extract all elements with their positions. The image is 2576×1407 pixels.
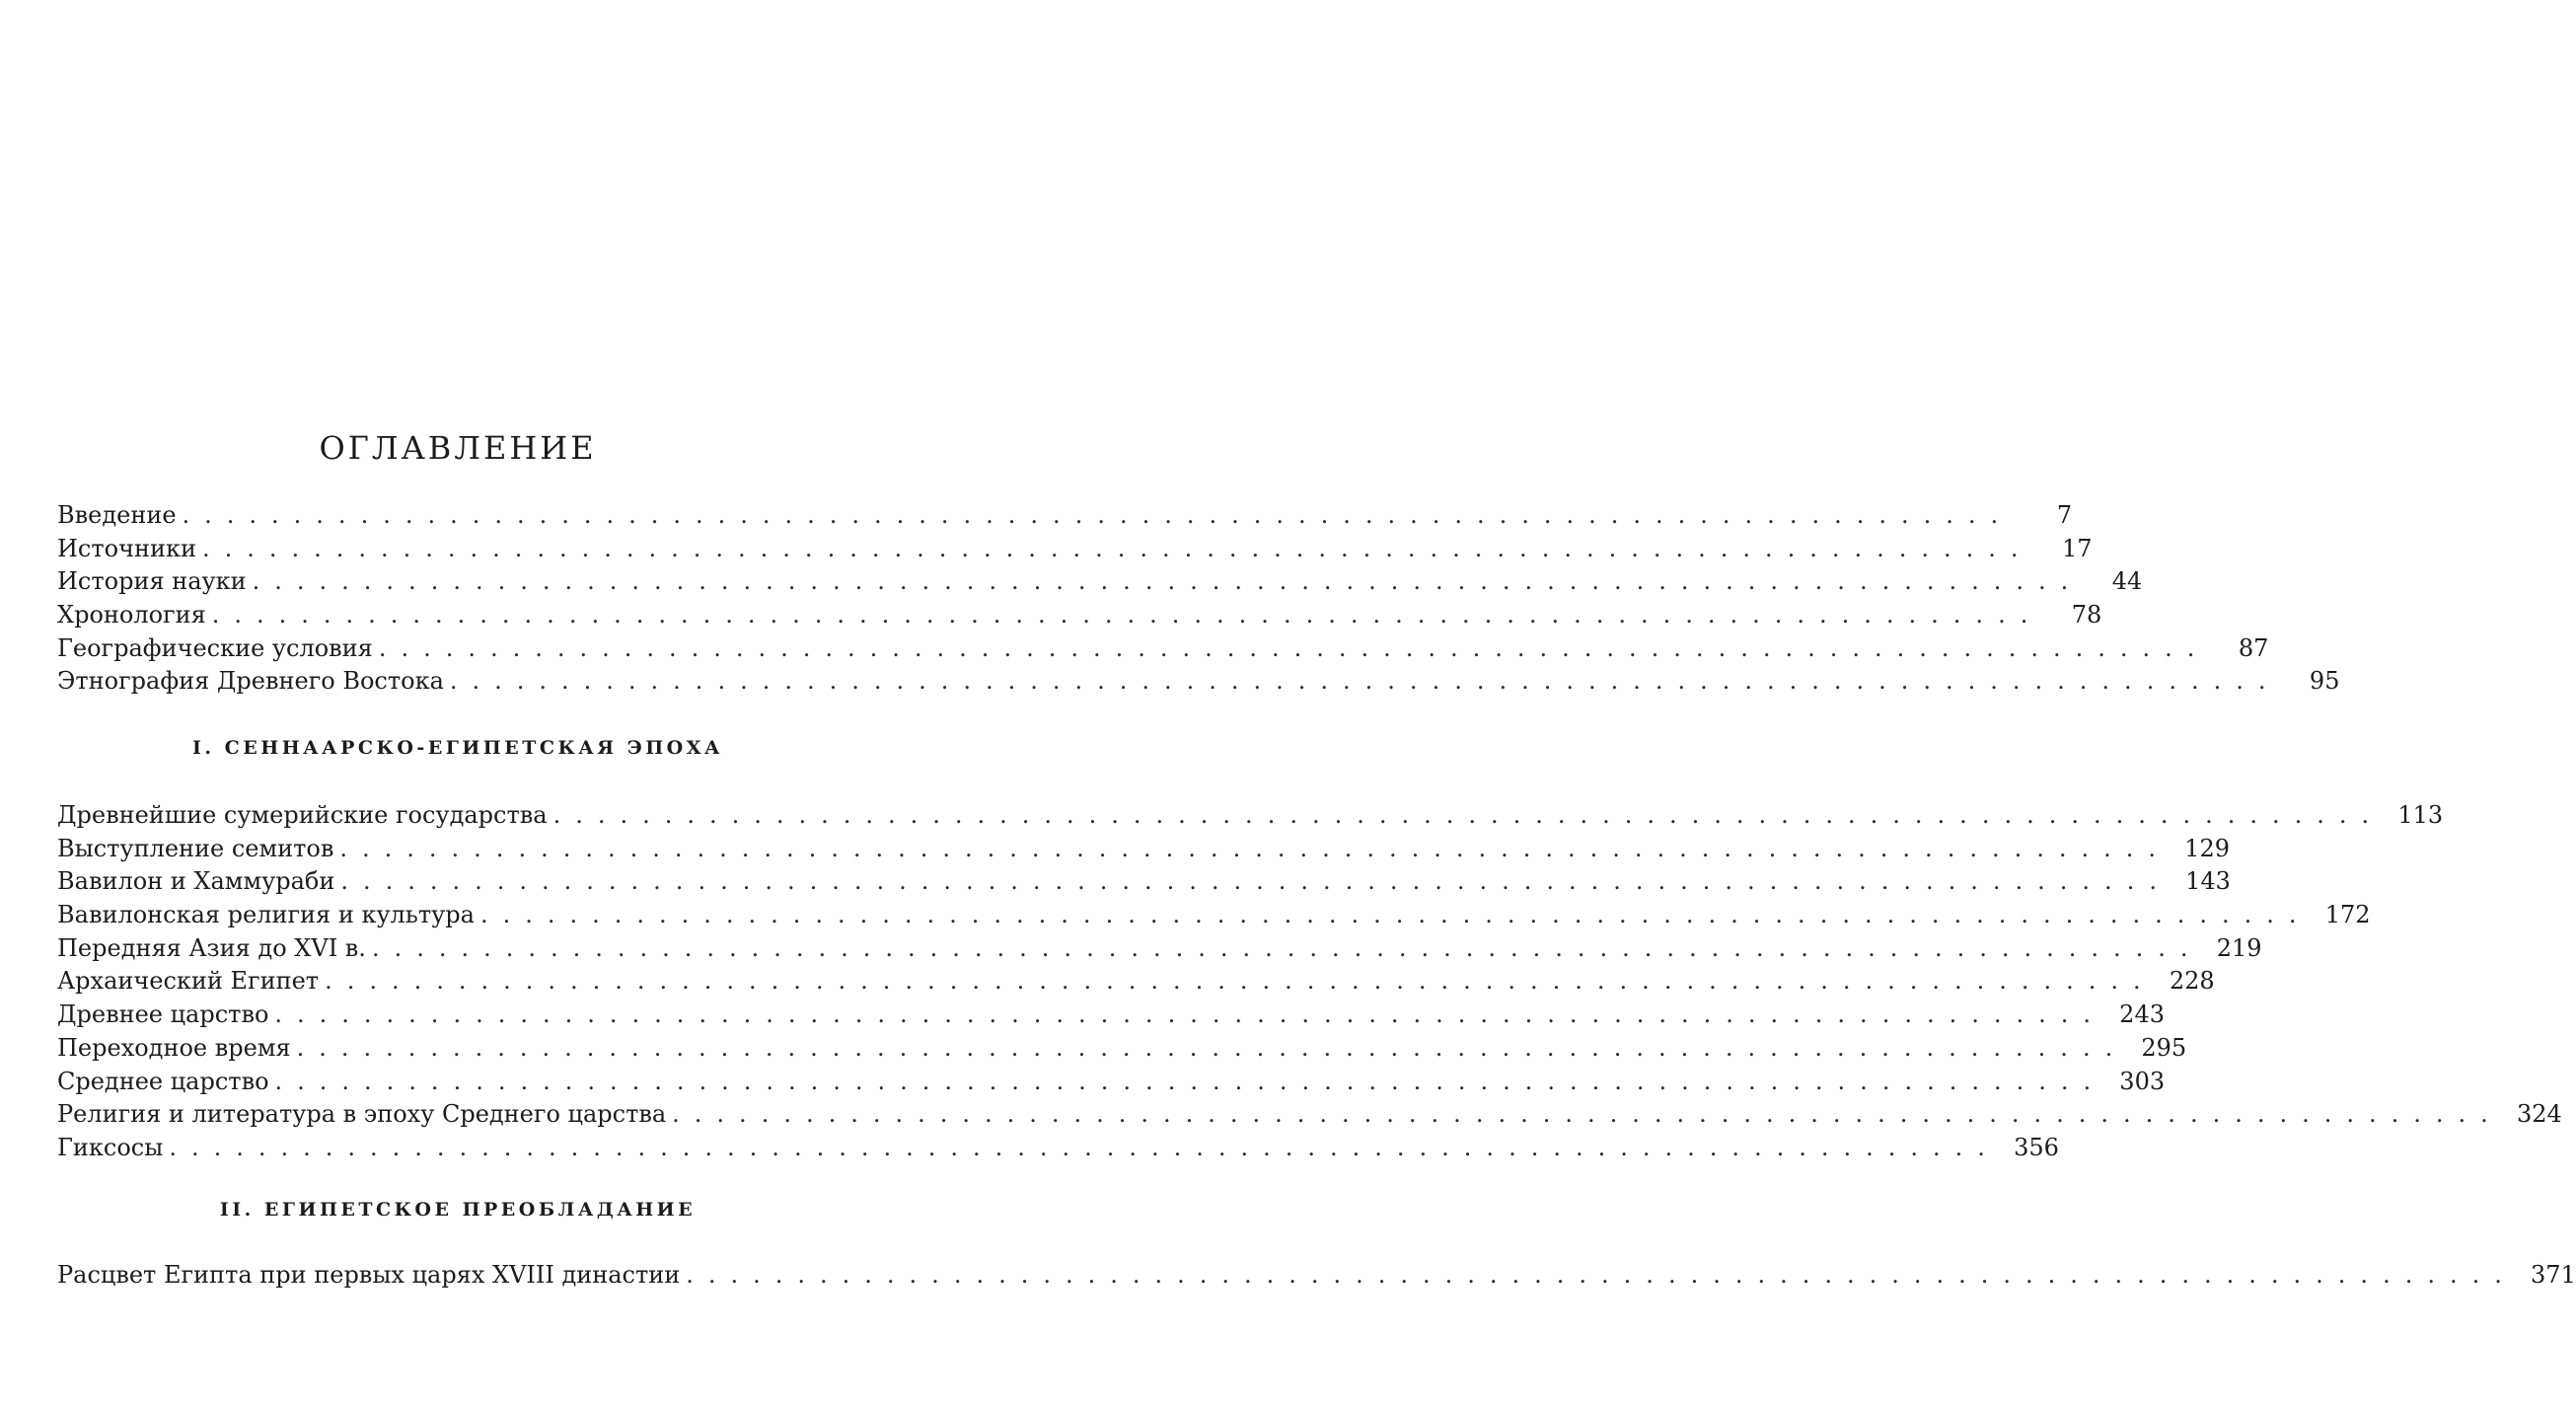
toc-entry-title: Расцвет Египта при первых царях XVIII династии	[57, 1261, 681, 1289]
toc-leader: ..................................................................................	[182, 501, 2014, 529]
toc-entry-title: Архаический Египет	[57, 967, 320, 996]
toc-intro-list	[57, 499, 2340, 699]
toc-entry-title: Религия и литература в эпоху Среднего царства	[57, 1100, 667, 1129]
toc-leader: ..................................................................................	[378, 633, 2210, 662]
toc-entry-page: 87	[2238, 633, 2269, 662]
toc-entry[interactable]	[57, 833, 2230, 866]
toc-entry-page: 172	[2324, 901, 2371, 929]
section-heading-1: I. СЕННААРСКО-ЕГИПЕТСКАЯ ЭПОХА	[192, 737, 723, 759]
toc-entry[interactable]	[57, 665, 2340, 699]
toc-leader: ..................................................................................	[211, 601, 2043, 629]
toc-entry-title: Источники	[57, 534, 196, 562]
toc-entry-page: 129	[2184, 834, 2230, 862]
toc-entry[interactable]	[57, 932, 2262, 966]
toc-entry-page: 44	[2111, 567, 2143, 596]
toc-entry-title: Гиксосы	[57, 1133, 164, 1161]
toc-entry[interactable]	[57, 999, 2165, 1032]
toc-entry-title: Среднее царство	[57, 1067, 269, 1095]
toc-entry-page: 356	[2014, 1133, 2059, 1161]
toc-entry[interactable]	[57, 965, 2215, 999]
toc-entry[interactable]	[57, 899, 2371, 932]
toc-section-1-list	[57, 799, 2562, 1165]
toc-entry-page: 295	[2141, 1033, 2187, 1062]
toc-entry-page: 324	[2516, 1100, 2562, 1129]
toc-entry-page: 219	[2216, 933, 2262, 962]
toc-entry-title: Древнее царство	[57, 1000, 269, 1029]
toc-entry-page: 371	[2531, 1261, 2576, 1289]
toc-leader: ..................................................................................	[449, 667, 2281, 696]
toc-entry-title: Передняя Азия до XVI в.	[57, 933, 366, 962]
toc-entry-page: 95	[2309, 667, 2340, 696]
toc-leader: ..................................................................................	[479, 901, 2312, 929]
toc-leader: ..................................................................................	[340, 867, 2171, 896]
toc-leader: ..................................................................................	[274, 1067, 2106, 1095]
toc-entry-page: 228	[2169, 967, 2215, 996]
toc-entry-page: 113	[2397, 801, 2444, 829]
toc-entry[interactable]	[57, 1132, 2059, 1165]
toc-leader: ..................................................................................	[552, 801, 2385, 829]
toc-entry-title: Древнейшие сумерийские государства	[57, 801, 548, 829]
toc-entry[interactable]	[57, 632, 2269, 666]
toc-leader: ..................................................................................	[325, 967, 2156, 996]
toc-leader: ..................................................................................	[252, 567, 2084, 596]
toc-entry-page: 7	[2056, 501, 2073, 529]
toc-entry-page: 243	[2119, 1000, 2165, 1029]
toc-entry-title: История науки	[57, 567, 247, 596]
toc-entry[interactable]	[57, 1032, 2187, 1066]
toc-section-2-list	[57, 1259, 2576, 1293]
toc-entry[interactable]	[57, 865, 2231, 899]
toc-leader: ..................................................................................	[686, 1261, 2517, 1289]
toc-leader: ..................................................................................	[201, 534, 2033, 562]
toc-entry-page: 303	[2119, 1067, 2166, 1095]
toc-entry[interactable]	[57, 565, 2143, 599]
toc-entry-title: Введение	[57, 501, 177, 529]
toc-entry[interactable]	[57, 599, 2102, 632]
toc-leader: ..................................................................................	[296, 1033, 2128, 1062]
toc-entry-page: 78	[2071, 601, 2102, 629]
toc-entry-title: Вавилон и Хаммураби	[57, 867, 335, 896]
toc-leader: ..................................................................................	[371, 933, 2203, 962]
toc-entry-page: 143	[2185, 867, 2231, 896]
toc-entry-title: Вавилонская религия и культура	[57, 901, 475, 929]
page-title: ОГЛАВЛЕНИЕ	[319, 429, 597, 467]
toc-leader: ..................................................................................	[672, 1100, 2503, 1129]
toc-entry[interactable]	[57, 1259, 2576, 1293]
toc-entry-page: 17	[2061, 534, 2093, 562]
toc-entry-title: Этнография Древнего Востока	[57, 667, 444, 696]
toc-entry[interactable]	[57, 533, 2093, 566]
toc-leader: ..................................................................................	[339, 834, 2171, 862]
toc-entry-title: Выступление семитов	[57, 834, 334, 862]
toc-entry[interactable]	[57, 1098, 2562, 1132]
toc-entry-title: Переходное время	[57, 1033, 291, 1062]
toc-entry-title: Хронология	[57, 601, 206, 629]
toc-entry[interactable]	[57, 499, 2073, 533]
toc-leader: ..................................................................................	[274, 1000, 2105, 1029]
toc-entry-title: Географические условия	[57, 633, 373, 662]
toc-entry[interactable]	[57, 1066, 2166, 1099]
section-heading-2: II. ЕГИПЕТСКОЕ ПРЕОБЛАДАНИЕ	[219, 1199, 697, 1221]
toc-leader: ..................................................................................	[169, 1133, 2000, 1161]
toc-entry[interactable]	[57, 799, 2444, 833]
